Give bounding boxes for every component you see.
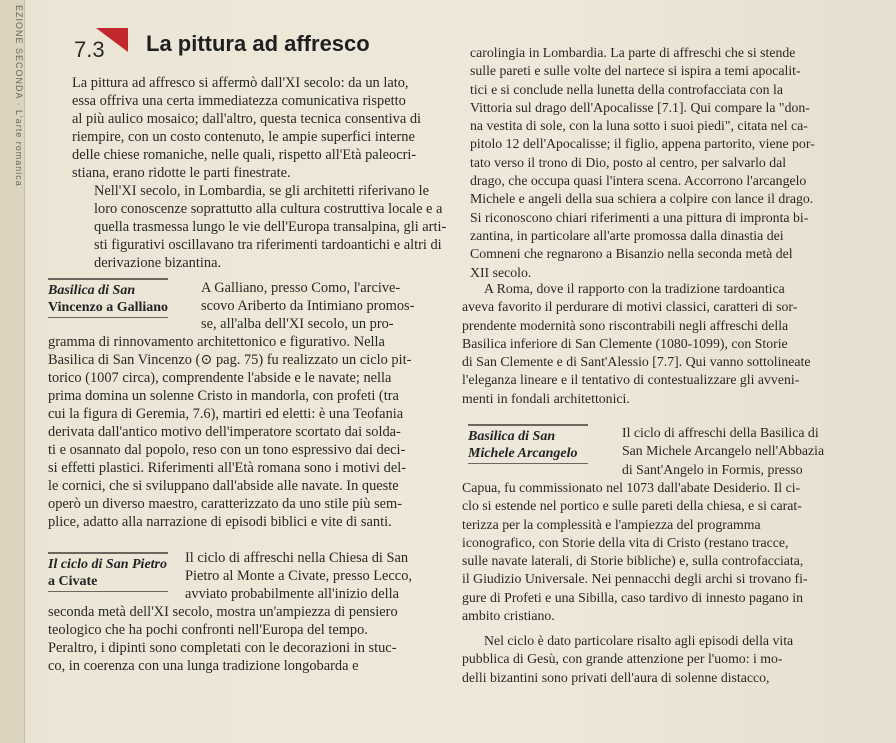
text-line: zantina, in particolare all'arte promossa dalla dinastia dei: [470, 227, 784, 243]
text-line: carolingia in Lombardia. La parte di affreschi che si stende: [470, 45, 796, 60]
text-line: scovo Ariberto da Intimiano promos-: [201, 298, 415, 314]
text-line: ti e osannato dal popolo, reso con un tono espressivo dai deci-: [48, 442, 406, 458]
text-line: derivata dall'antico motivo dell'imperatore scortato dai solda-: [48, 424, 401, 440]
text-line: Nel ciclo è dato particolare risalto agli episodi della vita: [484, 633, 794, 648]
text-line: delle chiese romaniche, nelle quali, rispetto all'Età paleocri-: [72, 147, 417, 163]
text-line: Il ciclo di affreschi della Basilica di: [622, 425, 819, 440]
text-line: di Sant'Angelo in Formis, presso: [622, 461, 803, 477]
text-line: pubblica di Gesù, con grande attenzione per l'uomo: i mo-: [462, 651, 783, 667]
text-line: Nell'XI secolo, in Lombardia, se gli architetti riferivano le: [94, 183, 430, 199]
text-line: Peraltro, i dipinti sono completati con le decorazioni in stuc-: [48, 640, 397, 656]
left-paragraph-3-wrapped: [201, 279, 449, 333]
right-column: [470, 44, 874, 282]
text-line: Comneni che regnarono a Bisanzio nella seconda metà del: [470, 246, 793, 262]
text-line: sti figurativi oscillavano tra riferimenti tardoantichi e altri di: [94, 237, 442, 253]
right-paragraph-3: [462, 479, 882, 625]
right-paragraph-4: [462, 632, 882, 687]
text-line: se, all'alba dell'XI secolo, un pro-: [201, 316, 394, 332]
text-line: drago, che occupa quasi l'intera scena. Accorrono l'arcangelo: [470, 173, 807, 189]
text-line: le cornici, che si sviluppano dall'abside alle navate. In queste: [48, 478, 399, 494]
text-line: il Giudizio Universale. Nei pennacchi degli archi si trovano fi-: [462, 571, 808, 587]
text-line: gure di Profeti e una Sibilla, caso tardivo di innesto pagano in: [462, 589, 804, 605]
text-line: Vittoria sul drago dell'Apocalisse [7.1]. Qui compare la "don-: [470, 99, 810, 115]
text-line: Michele e angeli della sua schiera a colpire con lance il drago.: [470, 191, 814, 207]
text-line: menti in fondali architettonici.: [462, 390, 630, 406]
text-line: avviato probabilmente all'inizio della: [185, 586, 399, 602]
text-line: quella trasmessa lungo le vie dell'Europa transalpina, gli arti-: [94, 219, 447, 235]
text-line: Basilica inferiore di San Clemente (1080-1099), con Storie: [462, 335, 788, 351]
text-line: al più aulico mosaico; dall'altro, questa tecnica consentiva di: [72, 111, 422, 127]
text-line: sulle navate laterali, di Storie bibliche) e, sulla controfacciata,: [462, 553, 804, 569]
left-paragraph-4: [48, 603, 449, 675]
text-line: na vestita di sole, con la luna sotto i suoi piedi", citata nel ca-: [470, 118, 808, 134]
running-head: EZIONE SECONDA · L'arte romanica: [14, 5, 24, 187]
sidenote-line: Il ciclo di San Pietro: [48, 557, 167, 572]
left-paragraph-2: [72, 182, 449, 272]
section-number: 7.3: [74, 37, 105, 62]
text-line: loro conoscenze soprattutto alla cultura costruttiva locale e a: [94, 201, 443, 217]
sidenote-galliano: [48, 278, 168, 318]
section-marker-icon: [96, 28, 128, 52]
text-line: torico (1007 circa), comprendente l'abside e le navate; nella: [48, 370, 392, 386]
text-line: A Roma, dove il rapporto con la tradizione tardoantica: [484, 281, 785, 296]
text-line: ambito cristiano.: [462, 608, 555, 624]
text-line: si effetti plastici. Riferimenti all'Età romana sono i motivi del-: [48, 460, 407, 476]
text-line: riempire, con un costo contenuto, le ampie superfici interne: [72, 129, 415, 145]
text-line: operò un diverso maestro, caratterizzato da uno stile più sem-: [48, 496, 403, 512]
sidenote-sant-angelo: [468, 424, 588, 464]
section-title: La pittura ad affresco: [146, 31, 370, 56]
text-line: prendente modernità sono riscontrabili negli affreschi della: [462, 317, 789, 333]
text-line: co, in coerenza con una lunga tradizione longobarda e: [48, 658, 359, 674]
text-line: clo si estende nel portico e sulle pareti della chiesa, e si carat-: [462, 498, 802, 514]
text-line: San Michele Arcangelo nell'Abbazia: [622, 443, 825, 459]
right-paragraph-2: [462, 280, 880, 408]
sidenote-line: Basilica di San: [468, 429, 556, 444]
text-line: teologico che ha pochi confronti nell'Europa del tempo.: [48, 622, 368, 638]
sidenote-line: Vincenzo a Galliano: [48, 300, 169, 315]
text-line: iconografico, con Storie della vita di Cristo (restano tracce,: [462, 534, 789, 550]
text-line: Si riconoscono chiari riferimenti a una pittura di impronta bi-: [470, 209, 809, 225]
text-line: Pietro al Monte a Civate, presso Lecco,: [185, 568, 412, 584]
text-line: pitolo 12 dell'Apocalisse; il figlio, appena partorito, viene por-: [470, 136, 815, 152]
text-line: derivazione bizantina.: [94, 255, 222, 271]
left-column: [72, 74, 449, 272]
left-paragraph-3: [48, 333, 449, 531]
text-line: essa offriva una certa immediatezza comunicativa rispetto: [72, 93, 406, 109]
sidenote-line: Michele Arcangelo: [468, 446, 578, 461]
sidenote-civate: [48, 552, 168, 592]
text-line: di San Clemente e di Sant'Alessio [7.7]. Qui vanno sottolineate: [462, 354, 811, 370]
left-paragraph-4-wrapped: [185, 549, 449, 603]
text-line: prima domina un solenne Cristo in mandorla, con profeti (tra: [48, 388, 399, 404]
text-line: Il ciclo di affreschi nella Chiesa di San: [185, 550, 409, 566]
text-line: aveva favorito il perdurare di motivi classici, caratteri di sor-: [462, 299, 798, 315]
text-line: tato verso il trono di Dio, posto al centro, per salvarlo dal: [470, 154, 787, 170]
right-paragraph-3-wrapped: [622, 424, 882, 479]
text-line: Capua, fu commissionato nel 1073 dall'abate Desiderio. Il ci-: [462, 480, 801, 495]
text-line: terizza per la complessità e l'ampiezza del programma: [462, 516, 761, 532]
text-line: l'eleganza lineare e il tentativo di contestualizzare gli avveni-: [462, 372, 800, 388]
left-paragraph-1: [72, 74, 449, 182]
text-line: plice, adatto alla narrazione di episodi biblici e vite di santi.: [48, 514, 392, 530]
text-line: XII secolo.: [470, 264, 532, 280]
text-line: A Galliano, presso Como, l'arcive-: [201, 280, 401, 296]
text-line: Basilica di San Vincenzo (⊙ pag. 75) fu realizzato un ciclo pit-: [48, 352, 412, 368]
text-line: stiana, erano ridotte le parti finestrate.: [72, 165, 291, 181]
sidenote-line: a Civate: [48, 574, 98, 589]
text-line: tici e si conclude nella lunetta della controfacciata con la: [470, 81, 783, 97]
text-line: seconda metà dell'XI secolo, mostra un'ampiezza di pensiero: [48, 604, 398, 620]
text-line: sulle pareti e sulle volte del nartece si ispira a temi apocalit-: [470, 63, 801, 79]
text-line: delli bizantini sono privati dell'aura di solenne distacco,: [462, 669, 770, 685]
right-paragraph-1: [470, 44, 874, 282]
text-line: gramma di rinnovamento architettonico e figurativo. Nella: [48, 334, 385, 350]
text-line: cui la figura di Geremia, 7.6), martiri ed eletti: è una Teofania: [48, 406, 404, 422]
text-line: La pittura ad affresco si affermò dall'XI secolo: da un lato,: [72, 75, 409, 91]
sidenote-line: Basilica di San: [48, 283, 136, 298]
